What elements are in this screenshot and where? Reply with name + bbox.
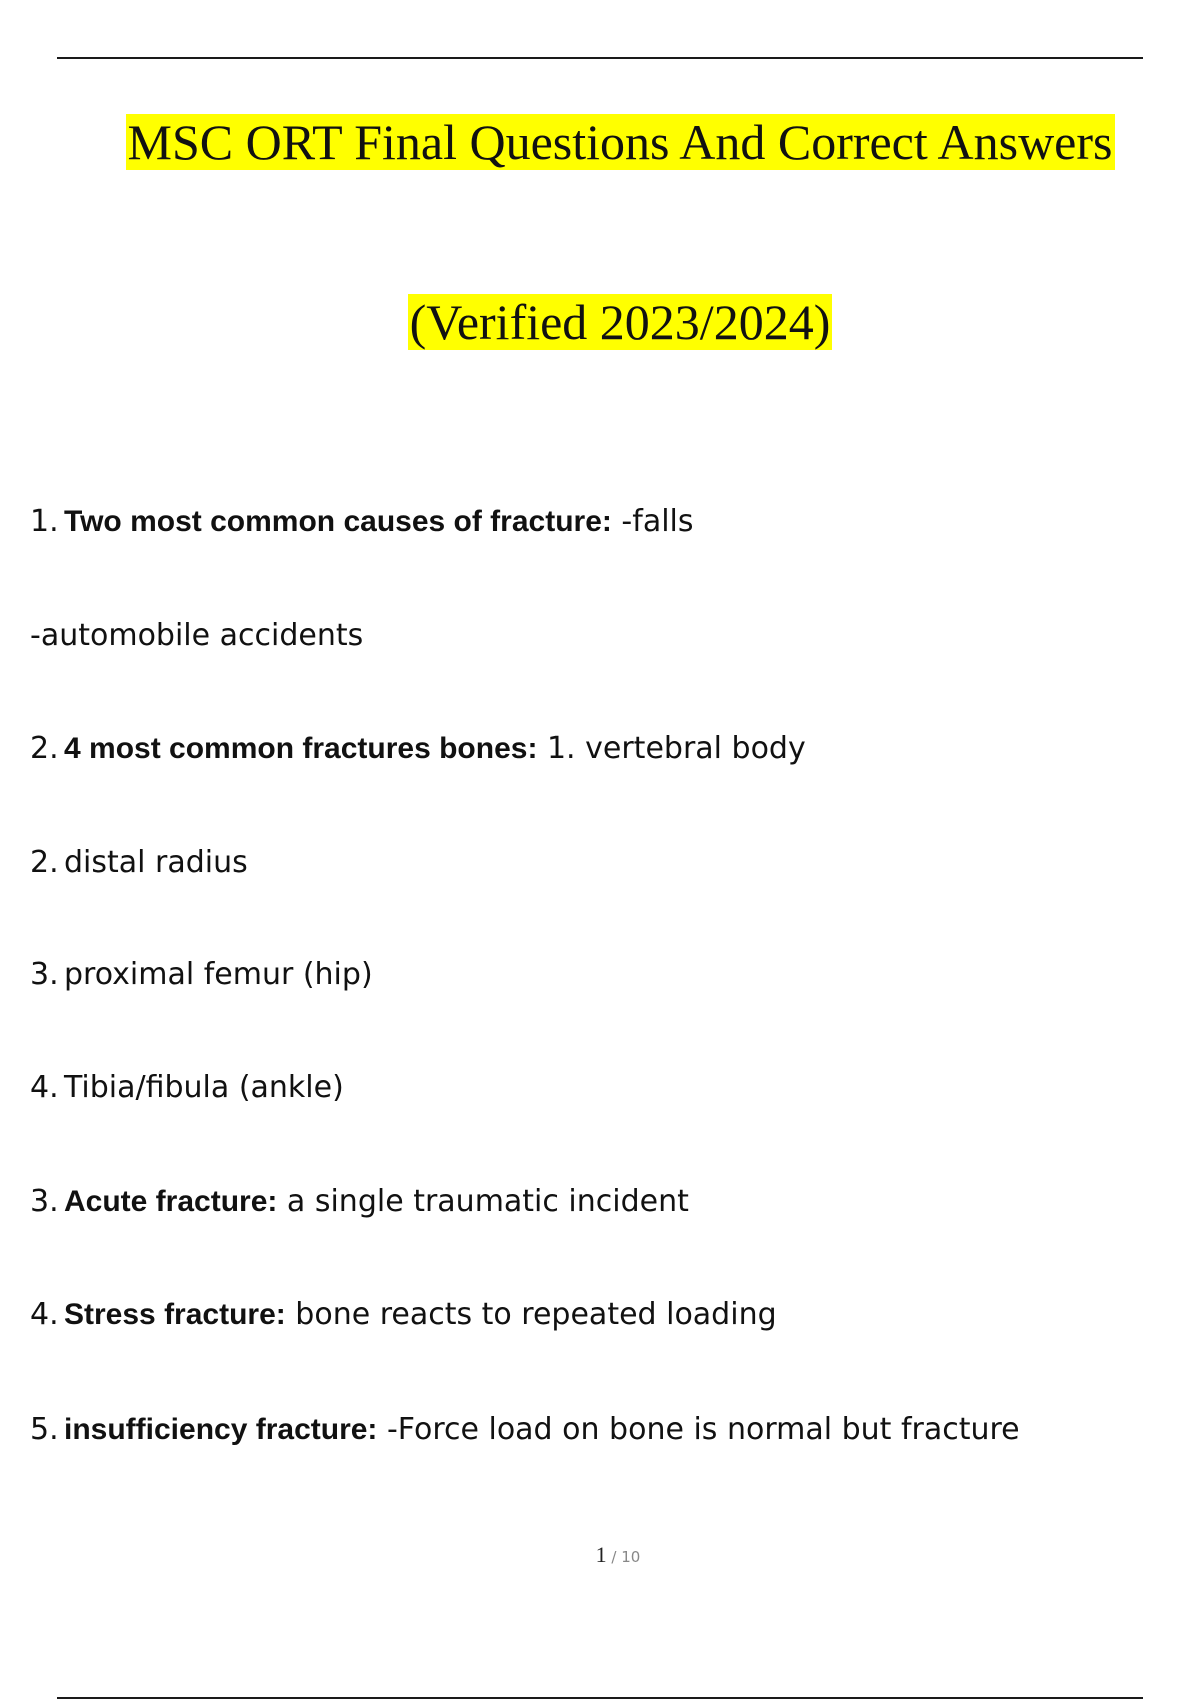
item-term: Stress fracture: <box>64 1298 286 1331</box>
list-item <box>30 1068 344 1108</box>
subtitle-highlight: (Verified 2023/2024) <box>409 294 831 350</box>
list-item <box>30 1295 777 1335</box>
item-text: bone reacts to repeated loading <box>285 1297 777 1332</box>
item-text: distal radius <box>64 845 248 880</box>
item-number: 3. <box>30 1184 59 1219</box>
page-counter <box>0 1542 1200 1568</box>
item-text: -Force load on bone is normal but fracture <box>377 1412 1020 1447</box>
item-term: Two most common causes of fracture: <box>64 505 612 538</box>
list-item <box>30 955 373 995</box>
item-number: 2. <box>30 731 59 766</box>
list-item <box>30 502 694 542</box>
item-term: Acute fracture: <box>64 1185 278 1218</box>
list-item <box>30 1410 1020 1450</box>
list-item <box>30 616 363 656</box>
page-total: / 10 <box>606 1548 641 1566</box>
item-term: insufficiency fracture: <box>64 1413 378 1446</box>
list-item <box>30 843 248 883</box>
item-text: a single traumatic incident <box>277 1184 689 1219</box>
item-term: 4 most common fractures bones: <box>64 732 538 765</box>
list-item <box>30 1182 689 1222</box>
top-divider <box>57 57 1143 59</box>
item-number: 5. <box>30 1412 59 1447</box>
item-text: -falls <box>611 504 694 539</box>
item-number: 4. <box>30 1297 59 1332</box>
item-number: 4. <box>30 1070 59 1105</box>
page-current: 1 <box>595 1542 607 1567</box>
item-text: 1. vertebral body <box>537 731 806 766</box>
document-subtitle <box>20 292 1200 352</box>
item-number: 3. <box>30 957 59 992</box>
bottom-divider <box>57 1697 1143 1699</box>
item-text: Tibia/fibula (ankle) <box>64 1070 344 1105</box>
list-item <box>30 729 806 769</box>
document-title <box>20 112 1200 172</box>
item-number: 2. <box>30 845 59 880</box>
item-number: 1. <box>30 504 59 539</box>
item-text: -automobile accidents <box>30 618 364 653</box>
item-text: proximal femur (hip) <box>64 957 373 992</box>
title-highlight: MSC ORT Final Questions And Correct Answers <box>127 114 1113 170</box>
